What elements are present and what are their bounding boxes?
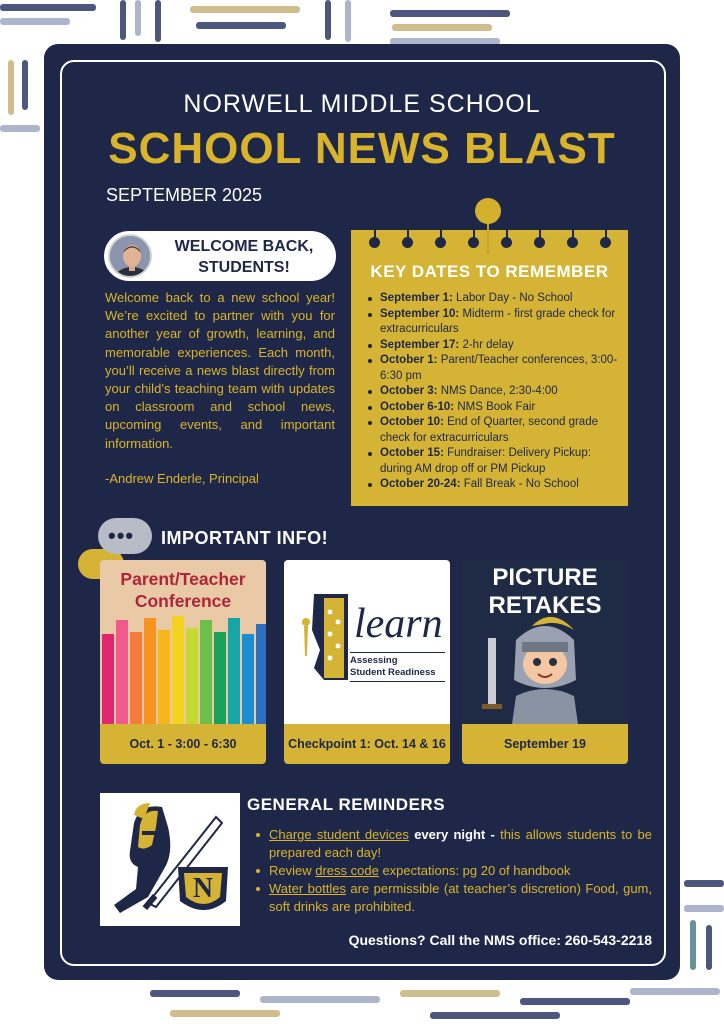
welcome-message: Welcome back to a new school year! We’re excited to partner with you for another year of growth, learning, and memorable experiences. Each month, you’ll receive a news blast directly from your child’s teaching team with updates on classroom and school news, upcoming events, and important information. [105, 290, 335, 451]
picture-retakes-line2: RETAKES [488, 592, 602, 619]
key-dates-list [366, 291, 622, 493]
dress-code-link[interactable]: dress code [315, 863, 379, 878]
water-bottles-link[interactable]: Water bottles [269, 881, 346, 896]
knight-logo [100, 793, 240, 926]
list-item: October 3: NMS Dance, 2:30-4:00 [366, 384, 622, 400]
picture-retakes-caption: September 19 [462, 724, 628, 764]
ilearn-word: learn [354, 601, 443, 647]
reminders-list [254, 826, 652, 916]
list-item: Water bottles are permissible (at teacher’s discretion) Food, gum, soft drinks are prohibited. [254, 880, 652, 916]
picture-retakes-title [462, 564, 628, 620]
ellipsis-icon: ••• [108, 523, 135, 548]
list-item: October 20-24: Fall Break - No School [366, 477, 622, 493]
list-item: October 6-10: NMS Book Fair [366, 400, 622, 416]
conference-caption: Oct. 1 - 3:00 - 6:30 [100, 724, 266, 764]
list-item: October 10: End of Quarter, second grade check for extracurriculars [366, 415, 622, 446]
checkpoint-caption: Checkpoint 1: Oct. 14 & 16 [284, 724, 450, 764]
reminders-title: GENERAL REMINDERS [247, 795, 446, 814]
principal-avatar [108, 234, 152, 278]
info-tile-conference [100, 560, 266, 764]
knight-mascot-image [462, 560, 628, 724]
list-item: September 1: Labor Day - No School [366, 291, 622, 307]
ilearn-subtitle: Assessing Student Readiness [350, 652, 445, 682]
issue-month: SEPTEMBER 2025 [106, 185, 263, 205]
conference-title [100, 568, 266, 612]
list-item: October 15: Fundraiser: Delivery Pickup: during AM drop off or PM Pickup [366, 446, 622, 477]
welcome-title-line1: WELCOME BACK, [174, 238, 314, 255]
page-title: SCHOOL NEWS BLAST [108, 124, 616, 173]
welcome-title [154, 236, 334, 278]
conference-title-line2: Conference [134, 591, 232, 611]
principal-signature: -Andrew Enderle, Principal [105, 471, 259, 486]
ilearn-logo [284, 560, 450, 724]
logo-letter: N [192, 873, 214, 904]
conference-title-line1: Parent/Teacher [120, 569, 246, 589]
welcome-title-line2: STUDENTS! [198, 259, 290, 276]
key-dates-title: KEY DATES TO REMEMBER [370, 262, 609, 281]
list-item: October 1: Parent/Teacher conferences, 3:00-6:30 pm [366, 353, 622, 384]
charge-devices-link[interactable]: Charge student devices [269, 827, 409, 842]
list-item: Charge student devices every night - this allows students to be prepared each day! [254, 826, 652, 862]
info-tile-picture-retakes [462, 560, 628, 764]
important-info-title: IMPORTANT INFO! [161, 528, 329, 548]
list-item: Review dress code expectations: pg 20 of handbook [254, 862, 652, 880]
office-contact: Questions? Call the NMS office: 260-543-2218 [348, 932, 652, 948]
school-name: NORWELL MIDDLE SCHOOL [183, 90, 541, 118]
pushpin-icon [475, 198, 501, 224]
picture-retakes-line1: PICTURE [492, 564, 598, 591]
list-item: September 17: 2-hr delay [366, 338, 622, 354]
list-item: September 10: Midterm - first grade check for extracurriculars [366, 307, 622, 338]
info-tile-ilearn [284, 560, 450, 764]
